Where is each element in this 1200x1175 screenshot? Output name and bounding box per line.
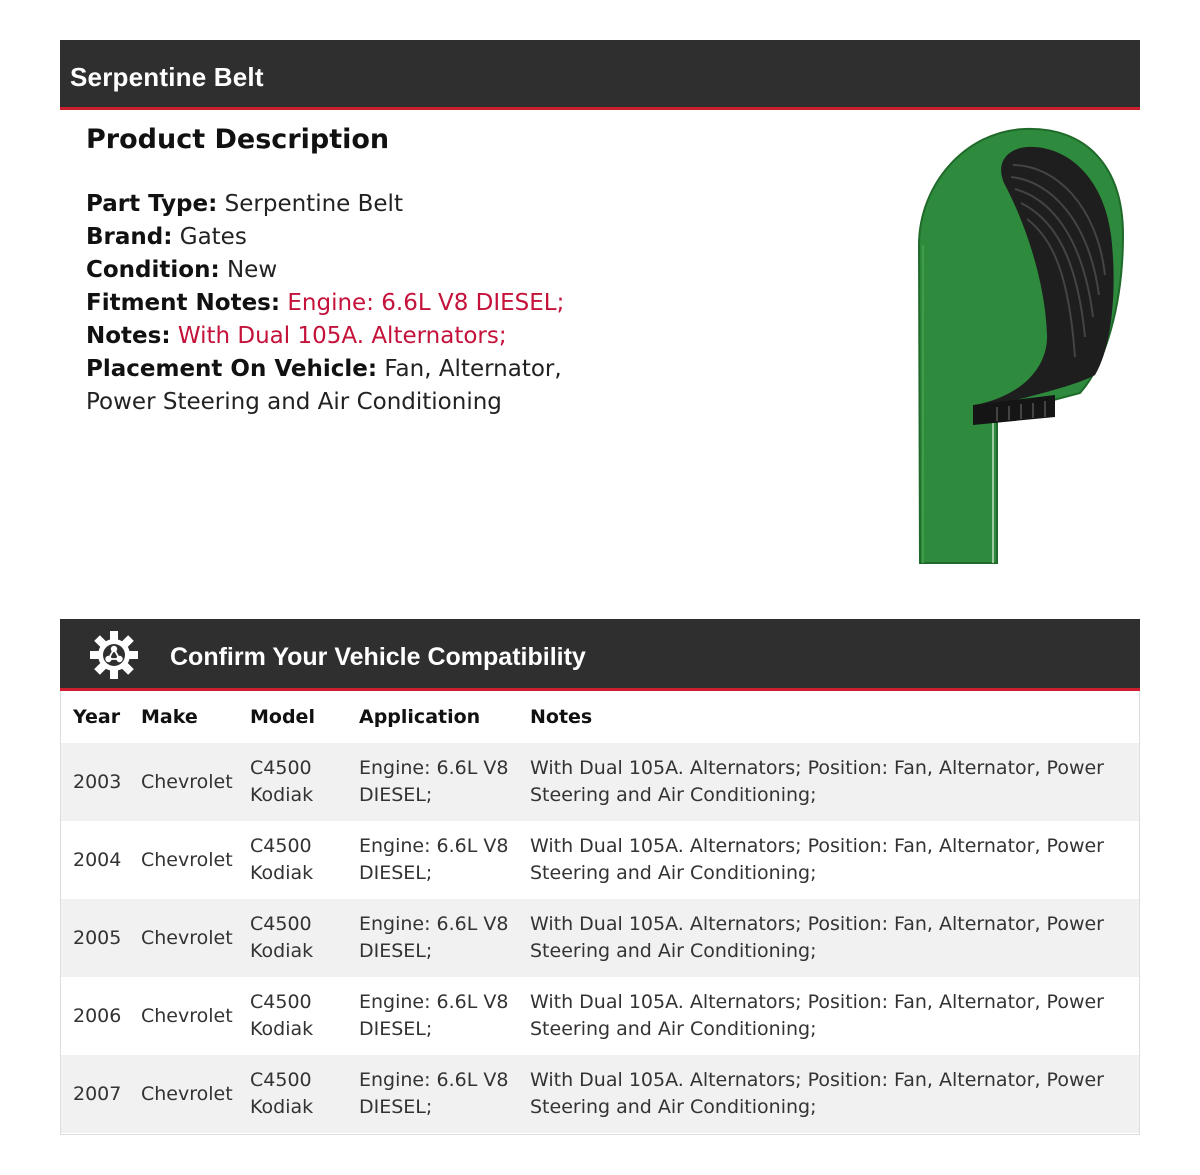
condition-line bbox=[86, 254, 566, 287]
notes-line: Steering and Air Conditioning; bbox=[530, 940, 817, 962]
model-line: C4500 bbox=[250, 913, 312, 935]
compatibility-header-bar bbox=[60, 619, 1140, 691]
notes-line: Steering and Air Conditioning; bbox=[530, 1018, 817, 1040]
model-line: Kodiak bbox=[250, 862, 314, 884]
condition-label: Condition: bbox=[86, 257, 220, 283]
cell-application bbox=[347, 899, 518, 977]
brand-value: Gates bbox=[179, 224, 247, 250]
fitment-notes-value: Engine: 6.6L V8 DIESEL; bbox=[287, 290, 565, 316]
model-line: C4500 bbox=[250, 835, 312, 857]
cell-year: 2005 bbox=[61, 899, 129, 977]
description-heading: Product Description bbox=[86, 124, 390, 155]
cell-model bbox=[238, 821, 347, 899]
cell-make: Chevrolet bbox=[129, 977, 238, 1055]
model-line: Kodiak bbox=[250, 1018, 314, 1040]
cell-year: 2004 bbox=[61, 821, 129, 899]
notes-line: With Dual 105A. Alternators; Position: Fan, Alternator, Power bbox=[530, 1069, 1104, 1091]
part-type-value: Serpentine Belt bbox=[224, 191, 403, 217]
condition-value: New bbox=[226, 257, 278, 283]
cell-notes bbox=[518, 977, 1139, 1055]
column-header-notes: Notes bbox=[530, 706, 593, 728]
fitment-notes-line bbox=[86, 287, 566, 320]
cell-notes bbox=[518, 899, 1139, 977]
table-row bbox=[61, 743, 1139, 821]
compatibility-title: Confirm Your Vehicle Compatibility bbox=[170, 643, 586, 671]
placement-value: Fan, Alternator, bbox=[384, 356, 562, 382]
model-line: Kodiak bbox=[250, 784, 314, 806]
product-title: Serpentine Belt bbox=[70, 62, 264, 92]
cell-notes bbox=[518, 1055, 1139, 1133]
model-line: C4500 bbox=[250, 991, 312, 1013]
serpentine-belt-image bbox=[905, 125, 1135, 570]
notes-value: With Dual 105A. Alternators; bbox=[177, 323, 507, 349]
product-header-bar bbox=[60, 40, 1140, 110]
part-type-line bbox=[86, 188, 566, 221]
notes-line: With Dual 105A. Alternators; Position: Fan, Alternator, Power bbox=[530, 835, 1104, 857]
application-line: Engine: 6.6L V8 bbox=[359, 835, 509, 857]
fitment-notes-label: Fitment Notes: bbox=[86, 290, 281, 316]
application-line: Engine: 6.6L V8 bbox=[359, 991, 509, 1013]
brand-line bbox=[86, 221, 566, 254]
notes-line: With Dual 105A. Alternators; Position: Fan, Alternator, Power bbox=[530, 757, 1104, 779]
model-line: Kodiak bbox=[250, 1096, 314, 1118]
cell-application bbox=[347, 821, 518, 899]
cell-model bbox=[238, 899, 347, 977]
notes-line: Steering and Air Conditioning; bbox=[530, 1096, 817, 1118]
table-row bbox=[61, 899, 1139, 977]
application-line: DIESEL; bbox=[359, 940, 433, 962]
cell-application bbox=[347, 1055, 518, 1133]
cell-notes bbox=[518, 743, 1139, 821]
notes-line: With Dual 105A. Alternators; Position: Fan, Alternator, Power bbox=[530, 913, 1104, 935]
table-row bbox=[61, 1055, 1139, 1133]
model-line: Kodiak bbox=[250, 940, 314, 962]
application-line: Engine: 6.6L V8 bbox=[359, 913, 509, 935]
cell-year: 2003 bbox=[61, 743, 129, 821]
table-row bbox=[61, 821, 1139, 899]
part-type-label: Part Type: bbox=[86, 191, 218, 217]
cell-year: 2007 bbox=[61, 1055, 129, 1133]
product-description bbox=[86, 122, 566, 419]
cell-year: 2006 bbox=[61, 977, 129, 1055]
cell-model bbox=[238, 977, 347, 1055]
application-line: DIESEL; bbox=[359, 862, 433, 884]
notes-line: Steering and Air Conditioning; bbox=[530, 862, 817, 884]
table-row bbox=[61, 977, 1139, 1055]
application-line: DIESEL; bbox=[359, 784, 433, 806]
cell-notes bbox=[518, 821, 1139, 899]
application-line: DIESEL; bbox=[359, 1018, 433, 1040]
notes-line bbox=[86, 320, 566, 353]
application-line: DIESEL; bbox=[359, 1096, 433, 1118]
compatibility-table-container bbox=[60, 691, 1140, 1135]
gear-icon bbox=[88, 629, 140, 681]
notes-line: With Dual 105A. Alternators; Position: Fan, Alternator, Power bbox=[530, 991, 1104, 1013]
model-line: C4500 bbox=[250, 1069, 312, 1091]
cell-make: Chevrolet bbox=[129, 1055, 238, 1133]
cell-model bbox=[238, 1055, 347, 1133]
column-header-application: Application bbox=[359, 706, 481, 728]
cell-application bbox=[347, 977, 518, 1055]
column-header-make: Make bbox=[141, 706, 198, 728]
notes-line: Steering and Air Conditioning; bbox=[530, 784, 817, 806]
column-header-year: Year bbox=[73, 706, 121, 728]
application-line: Engine: 6.6L V8 bbox=[359, 757, 509, 779]
placement-line-continued: Power Steering and Air Conditioning bbox=[86, 389, 502, 415]
cell-model bbox=[238, 743, 347, 821]
column-header-model: Model bbox=[250, 706, 315, 728]
notes-label: Notes: bbox=[86, 323, 171, 349]
cell-make: Chevrolet bbox=[129, 821, 238, 899]
brand-label: Brand: bbox=[86, 224, 173, 250]
cell-make: Chevrolet bbox=[129, 743, 238, 821]
application-line: Engine: 6.6L V8 bbox=[359, 1069, 509, 1091]
cell-application bbox=[347, 743, 518, 821]
table-header-row bbox=[61, 691, 1139, 743]
placement-label: Placement On Vehicle: bbox=[86, 356, 378, 382]
cell-make: Chevrolet bbox=[129, 899, 238, 977]
placement-line bbox=[86, 353, 566, 386]
compatibility-table bbox=[61, 691, 1139, 1133]
model-line: C4500 bbox=[250, 757, 312, 779]
